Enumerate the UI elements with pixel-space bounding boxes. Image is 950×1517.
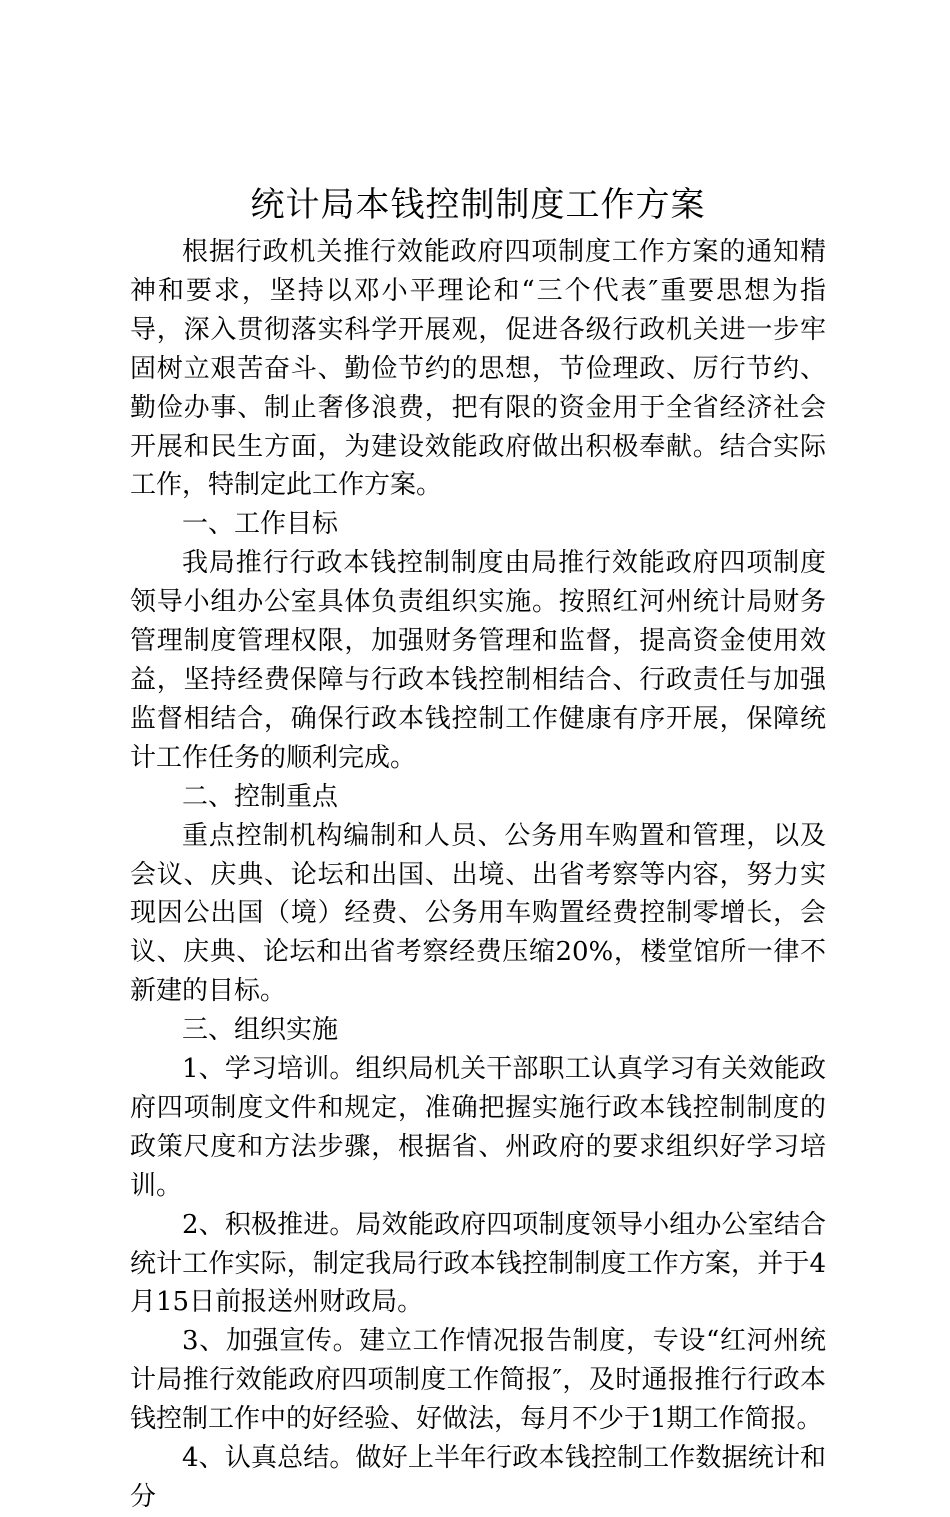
paragraph-goals: 我局推行行政本钱控制制度由局推行效能政府四项制度领导小组办公室具体负责组织实施。按照红河州统计局财务管理制度管理权限，加强财务管理和监督，提高资金使用效益，坚持经费保障与行政本钱控制相结合、行政责任与加强监督相结合，确保行政本钱控制工作健康有序开展，保障统计工作任务的顺利完成。	[130, 548, 826, 773]
paragraph-item-summary: 4、认真总结。做好上半年行政本钱控制工作数据统计和分	[130, 1443, 826, 1512]
paragraph-item-training: 1、学习培训。组织局机关干部职工认真学习有关效能政府四项制度文件和规定，准确把握实施行政本钱控制制度的政策尺度和方法步骤，根据省、州政府的要求组织好学习培训。	[130, 1054, 826, 1201]
document-title: 统计局本钱控制制度工作方案	[250, 185, 706, 225]
document-body	[130, 233, 826, 1517]
paragraph-item-promotion: 2、积极推进。局效能政府四项制度领导小组办公室结合统计工作实际，制定我局行政本钱控制制度工作方案，并于4月15日前报送州财政局。	[130, 1209, 826, 1318]
section-heading-implementation: 三、组织实施	[182, 1015, 339, 1046]
document-page	[130, 0, 826, 1512]
paragraph-intro: 根据行政机关推行效能政府四项制度工作方案的通知精神和要求，坚持以邓小平理论和“三个代表″重要思想为指导，深入贯彻落实科学开展观，促进各级行政机关进一步牢固树立艰苦奋斗、勤俭节约的思想，节俭理政、厉行节约、勤俭办事、制止奢侈浪费，把有限的资金用于全省经济社会开展和民生方面，为建设效能政府做出积极奉献。结合实际工作，特制定此工作方案。	[130, 237, 826, 501]
paragraph-focus: 重点控制机构编制和人员、公务用车购置和管理，以及会议、庆典、论坛和出国、出境、出省考察等内容，努力实现因公出国（境）经费、公务用车购置经费控制零增长，会议、庆典、论坛和出省考察经费压缩20%，楼堂馆所一律不新建的目标。	[130, 820, 826, 1007]
paragraph-item-publicity: 3、加强宣传。建立工作情况报告制度，专设“红河州统计局推行效能政府四项制度工作简报″，及时通报推行行政本钱控制工作中的好经验、好做法，每月不少于1期工作简报。	[130, 1326, 826, 1435]
section-heading-goals: 一、工作目标	[182, 509, 339, 540]
section-heading-focus: 二、控制重点	[182, 781, 339, 812]
